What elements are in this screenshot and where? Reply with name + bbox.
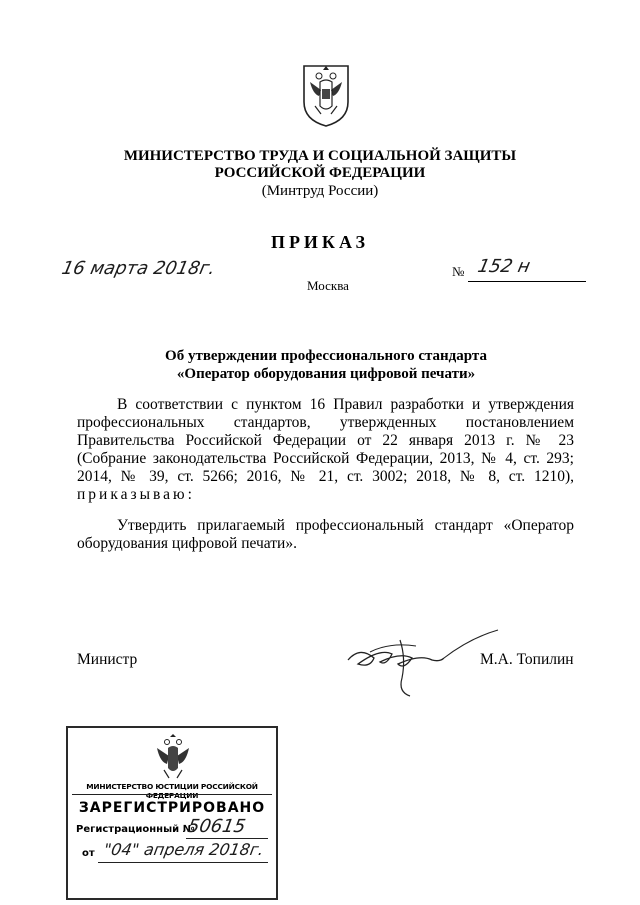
stamp-registered-label: ЗАРЕГИСТРИРОВАНО	[78, 800, 266, 816]
handwritten-signature	[340, 618, 500, 698]
ministry-name-line2: РОССИЙСКОЙ ФЕДЕРАЦИИ	[214, 165, 426, 181]
subject-line1: Об утверждении профессионального стандарта	[165, 348, 487, 364]
order-number-handwritten: 152 н	[475, 256, 533, 277]
coat-of-arms-emblem	[301, 62, 351, 128]
signatory-name: М.А. Топилин	[480, 651, 574, 668]
ministry-short-name: (Минтруд России)	[261, 183, 379, 199]
order-word: приказываю:	[77, 486, 195, 503]
body-paragraph-1-text: В соответствии с пунктом 16 Правил разработки и утверждения профессиональных стандартов, утвержденных постановлением Правительства Российской Федерации от 22 января 2013 г. № 23 (Собрание законодательства Российской Федерации, 2013, № 4, ст. 293; 2014, № 39, ст. 5266; 2016, № 21, ст. 3002; 2018, № 8, ст. 1210),	[77, 396, 574, 485]
signatory-position: Министр	[77, 651, 138, 668]
stamp-divider	[72, 794, 272, 795]
stamp-emblem	[154, 734, 192, 784]
order-title: ПРИКАЗ	[270, 232, 370, 252]
order-date-handwritten: 16 марта 2018г.	[59, 258, 218, 279]
subject-line2: «Оператор оборудования цифровой печати»	[176, 366, 476, 382]
stamp-regno-underline	[186, 838, 268, 839]
body-paragraph-2-text: Утвердить прилагаемый профессиональный стандарт «Оператор оборудования цифровой печати».	[77, 517, 574, 552]
registration-stamp	[66, 726, 278, 900]
stamp-date-handwritten: "04" апреля 2018г.	[102, 840, 266, 859]
stamp-regno-handwritten: 50615	[186, 816, 248, 837]
stamp-ministry-name: МИНИСТЕРСТВО ЮСТИЦИИ РОССИЙСКОЙ ФЕДЕРАЦИИ	[86, 782, 258, 800]
stamp-date-underline	[98, 862, 268, 863]
stamp-regno-label: Регистрационный №	[76, 824, 195, 835]
body-paragraph-2	[77, 517, 574, 553]
order-number-label: №	[452, 264, 465, 279]
ministry-name-line1: МИНИСТЕРСТВО ТРУДА И СОЦИАЛЬНОЙ ЗАЩИТЫ	[123, 148, 517, 164]
order-city: Москва	[307, 278, 349, 293]
stamp-from-label: от	[82, 848, 95, 859]
body-paragraph-1	[77, 396, 574, 504]
